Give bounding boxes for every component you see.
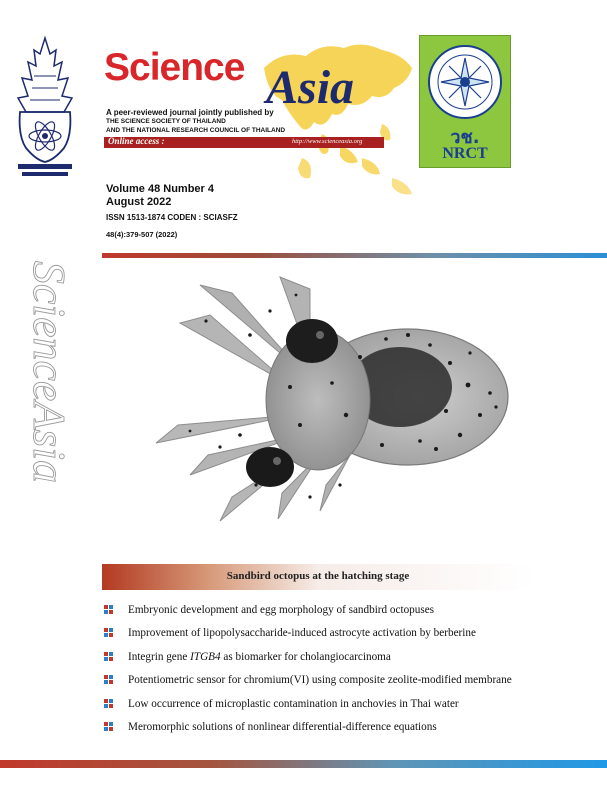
- nrct-thai-abbreviation: วช.: [450, 127, 480, 148]
- issue-date: August 2022: [106, 196, 172, 208]
- square-bullet-icon: [104, 699, 114, 709]
- article-item[interactable]: [104, 650, 584, 673]
- square-bullet-icon: [104, 675, 114, 685]
- volume-number: Volume 48 Number 4: [106, 183, 214, 195]
- cover-caption: Sandbird octopus at the hatching stage: [226, 570, 410, 582]
- square-bullet-icon: [104, 605, 114, 615]
- article-title: Meromorphic solutions of nonlinear differential-difference equations: [128, 720, 437, 733]
- square-bullet-icon: [104, 652, 114, 662]
- article-item[interactable]: [104, 673, 584, 696]
- bottom-divider-bar: [0, 760, 607, 768]
- article-item[interactable]: [104, 697, 584, 720]
- nrct-seal-logo: [427, 44, 503, 120]
- article-gene-name: ITGB4: [190, 650, 221, 663]
- square-bullet-icon: [104, 722, 114, 732]
- publisher-line-3: AND THE NATIONAL RESEARCH COUNCIL OF THAILAND: [106, 127, 286, 134]
- article-title: Embryonic development and egg morphology of sandbird octopuses: [128, 604, 435, 616]
- journal-title-asia: Asia: [266, 61, 355, 114]
- journal-title-science: Science: [104, 46, 245, 89]
- society-emblem-logo: [14, 36, 76, 178]
- vertical-watermark: [24, 222, 75, 522]
- article-title: Potentiometric sensor for chromium(VI) using composite zeolite-modified membrane: [128, 674, 512, 687]
- nrct-label: NRCT: [442, 145, 488, 162]
- issn-coden: ISSN 1513-1874 CODEN : SCIASFZ: [106, 213, 238, 222]
- top-divider-bar: [102, 253, 607, 258]
- article-title: Improvement of lipopolysaccharide-induced astrocyte activation by berberine: [128, 627, 476, 640]
- online-access-label: Online access :: [108, 136, 165, 146]
- article-item[interactable]: [104, 626, 584, 649]
- online-access-url[interactable]: http://www.scienceasia.org: [292, 138, 363, 145]
- watermark-text: ScienceAsia: [24, 260, 75, 484]
- page-range: 48(4):379-507 (2022): [106, 230, 178, 239]
- nrct-badge: [419, 35, 511, 168]
- article-title-end: as biomarker for cholangiocarcinoma: [220, 650, 391, 663]
- publisher-line-1: A peer-reviewed journal jointly published by: [106, 108, 274, 117]
- publisher-line-2: THE SCIENCE SOCIETY OF THAILAND: [106, 118, 226, 125]
- article-list: [104, 603, 584, 743]
- article-item[interactable]: [104, 720, 584, 743]
- octopus-photo: [150, 275, 510, 525]
- article-title-start: Integrin gene: [128, 650, 191, 663]
- square-bullet-icon: [104, 628, 114, 638]
- article-title: Low occurrence of microplastic contamination in anchovies in Thai water: [128, 697, 459, 710]
- article-item[interactable]: [104, 603, 584, 626]
